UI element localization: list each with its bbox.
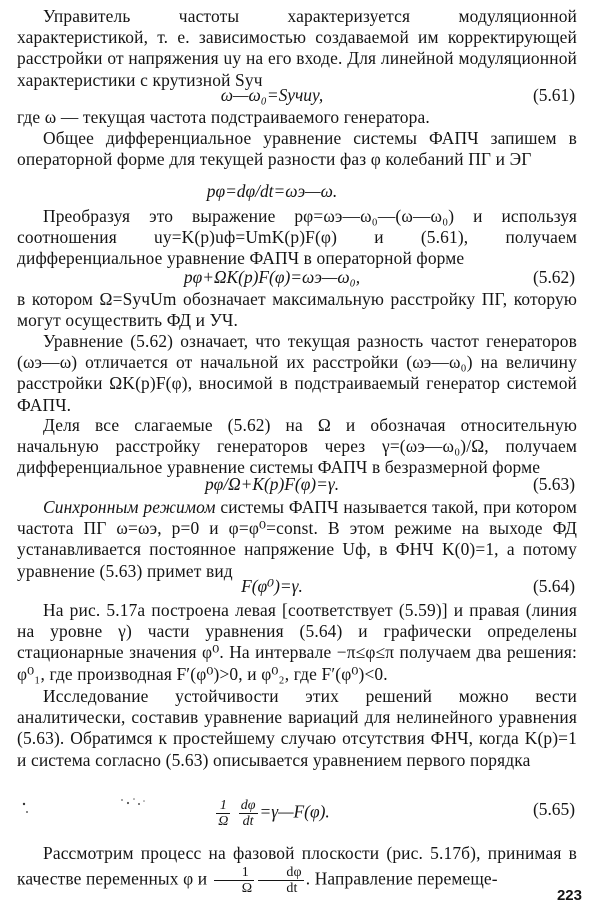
- fraction-dphi-dt: $\frac{d\varphi}{dt}$: [240, 798, 256, 829]
- paragraph-omega-max: в котором Ω=SучUm обозначает максимальную расстройку ПГ, которую могут осуществить ФД и УЧ.: [17, 289, 577, 331]
- paragraph-stability: Исследование устойчивости этих решений можно вести аналитически, составив уравнение вариаций для нелинейного уравнения (5.63). Обратимся к простейшему случаю отсутствия ФНЧ, когда K(p)=1 и система согласно (5.63) описывается уравнением первого порядка: [17, 686, 577, 770]
- equation-phase-difference-formula: pφ=dφ/dt=ωэ—ω.: [206, 181, 338, 201]
- equation-5-64-formula: F(φ⁰)=γ.: [241, 576, 303, 596]
- equation-phase-difference: [17, 181, 577, 203]
- fraction-dphi-dt-inline: $\frac{d\varphi}{dt}$: [258, 865, 303, 896]
- equation-5-63-formula: pφ/Ω+K(p)F(φ)=γ.: [204, 474, 340, 494]
- paragraph-phase-plane: Рассмотрим процесс на фазовой плоскости (рис. 5.17б), принимая в качестве переменных φ и $\frac{1}{\Omega}$ $\frac{d\varphi}{dt}$ . Направление перемеще-: [17, 843, 577, 896]
- equation-5-65-formula: [17, 798, 527, 829]
- equation-5-61-formula: ω—ω₀=Sучuу,: [220, 85, 324, 105]
- equation-5-65: [17, 790, 577, 830]
- paragraph-equation-meaning: Уравнение (5.62) означает, что текущая разность частот генераторов (ωэ—ω) отличается от начальной их расстройки (ωэ—ω₀) на величину расстройки ΩK(p)F(φ), вносимой в подстраиваемый генератор системой ФАПЧ.: [17, 331, 577, 415]
- equation-5-63-number: (5.63): [532, 474, 575, 494]
- term-sync-mode: Синхронным режимом: [43, 497, 216, 517]
- equation-5-62: [17, 267, 577, 289]
- paragraph-figure-5-17a: На рис. 5.17а построена левая [соответствует (5.59)] и правая (линия на уровне γ) части уравнения (5.64) и графически определены стационарные значения φ⁰. На интервале −π≤φ≤π получаем два решения: φ⁰₁, где производная F′(φ⁰)>0, и φ⁰₂, где F′(φ⁰)<0.: [17, 600, 577, 684]
- equation-5-63: [17, 474, 577, 496]
- paragraph-dimensionless: Деля все слагаемые (5.62) на Ω и обозначая относительную начальную расстройку генераторов через γ=(ωэ—ω₀)/Ω, получаем дифференциальное уравнение системы ФАПЧ в безразмерной форме: [17, 415, 577, 478]
- paragraph-operator-form: Общее дифференциальное уравнение системы ФАПЧ запишем в операторной форме для текущей разности фаз φ колебаний ПГ и ЭГ: [17, 128, 577, 170]
- equation-5-65-number: (5.65): [532, 799, 575, 819]
- paragraph-sync-mode-text: системы ФАПЧ называется такой, при котором частота ПГ ω=ωэ, p=0 и φ=φ⁰=const. В этом режиме на выходе ФД устанавливается постоянное напряжение Uф, в ФНЧ K(0)=1, а потому уравнение (5.63) примет вид: [17, 497, 577, 581]
- equation-5-64: [17, 576, 577, 598]
- equation-5-62-number: (5.62): [532, 267, 575, 287]
- paragraph-omega-definition: где ω — текущая частота подстраиваемого генератора.: [17, 107, 430, 127]
- paragraph-transform: Преобразуя это выражение pφ=ωэ—ω₀—(ω—ω₀) и используя соотношения uу=K(p)uф=UmK(p)F(φ) и (5.61), получаем дифференциальное уравнение ФАПЧ в операторной форме: [17, 206, 577, 269]
- fraction-one-over-omega: $\frac{1}{\Omega}$: [218, 798, 229, 829]
- equation-5-61: [17, 85, 577, 107]
- paragraph-modulation-characteristic: Управитель частоты характеризуется модуляционной характеристикой, т. е. зависимостью создаваемой им корректирующей расстройки от напряжения uу на его входе. Для линейной модуляционной характеристики с крутизной Sуч: [17, 6, 577, 90]
- equation-5-64-number: (5.64): [532, 576, 575, 596]
- paragraph-sync-mode: [17, 497, 577, 582]
- fraction-one-over-omega-inline: $\frac{1}{\Omega}$: [214, 865, 255, 896]
- equation-5-62-formula: pφ+ΩK(p)F(φ)=ωэ—ω₀,: [183, 267, 361, 287]
- equation-5-61-number: (5.61): [532, 85, 575, 105]
- equation-5-65-rhs: =γ—F(φ).: [259, 801, 330, 822]
- page-number: 223: [556, 887, 582, 904]
